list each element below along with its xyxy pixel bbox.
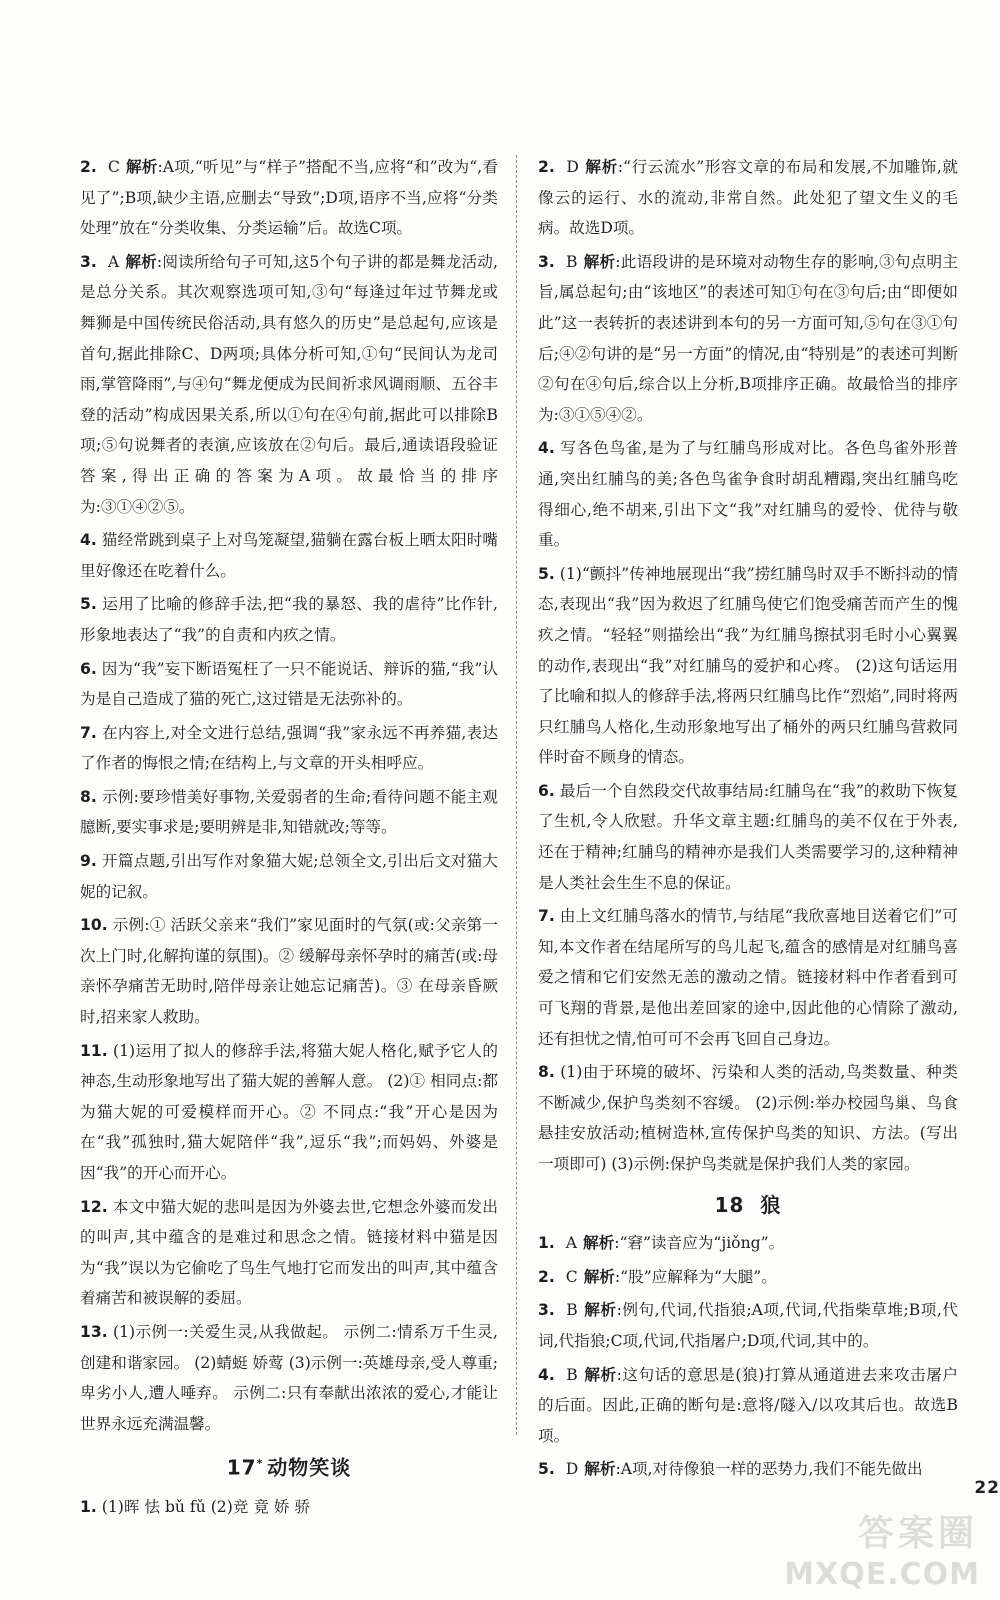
item-number: 6.: [80, 659, 97, 678]
answer-item: [538, 1057, 958, 1179]
item-number: 7.: [80, 723, 97, 742]
item-answer: C: [565, 1267, 578, 1286]
item-number: 8.: [80, 787, 97, 806]
item-answer: B: [566, 1365, 578, 1384]
item-number: 2.: [538, 1267, 555, 1286]
item-number: 3.: [538, 1301, 555, 1320]
item-answer: B: [566, 1301, 578, 1320]
answer-item: [538, 247, 958, 431]
item-text: 运用了比喻的修辞手法,把“我的暴怒、我的虐待”比作针,形象地表达了“我”的自责和内疚之情。: [80, 595, 499, 644]
item-text: :A项,对待像狼一样的恶势力,我们不能先做出: [615, 1460, 923, 1479]
answer-item: [538, 1360, 958, 1452]
item-answer: B: [565, 252, 578, 271]
column-divider: [516, 155, 517, 1435]
item-text: 在内容上,对全文进行总结,强调“我”家永远不再养猫,表达了作者的悔恨之情;在结构上,与文章的开头相呼应。: [80, 723, 498, 773]
item-keyword: 解析: [125, 158, 158, 176]
answer-item: [80, 525, 498, 586]
right-tail-list: [538, 1228, 958, 1485]
answer-item: [80, 654, 498, 715]
item-text: 由上文红脯鸟落水的情节,与结尾“我欣喜地目送着它们”可知,本文作者在结尾所写的鸟儿起飞,蕴含的感情是对红脯鸟喜爱之情和它们安然无恙的激动之情。链接材料中作者看到可可飞翔的背景,是他出差回家的途中,因此他的心情除了激动,还有担忧之情,怕可可不会再飞回自己身边。: [538, 907, 958, 1048]
item-text: :阅读所给句子可知,这5个句子讲的都是舞龙活动,是总分关系。其次观察选项可知,③句“每逢过年过节舞龙或舞狮是中国传统民俗活动,具有悠久的历史”是总起句,应该是首句,据此排除C、D两项;具体分析可知,①句“民间认为龙司雨,掌管降雨”,与④句“舞龙便成为民间祈求风调雨顺、五谷丰登的活动”构成因果关系,所以①句在④句前,据此可以排除B项;⑤句说舞者的表演,应该放在②句后。最后,通读语段验证答案,得出正确的答案为A项。故最恰当的排序为:③①④②⑤。: [80, 252, 498, 516]
answer-item: [80, 846, 498, 907]
item-text: 开篇点题,引出写作对象猫大妮;总领全文,引出后文对猫大妮的记叙。: [80, 852, 498, 901]
item-text: 示例:要珍惜美好事物,关爱弱者的生命;看待问题不能主观臆断,要实事求是;要明辨是非,知错就改;等等。: [80, 787, 498, 837]
item-number: 2.: [80, 158, 97, 176]
answer-item: [80, 1492, 498, 1523]
watermark-logo: 答案圈: [857, 1513, 978, 1554]
item-number: 3.: [80, 252, 97, 271]
item-number: 4.: [538, 439, 555, 458]
item-number: 6.: [538, 781, 555, 800]
item-number: 10.: [80, 916, 108, 935]
answer-item: [80, 247, 498, 522]
answer-item: [80, 589, 498, 650]
answer-item: [538, 1262, 958, 1293]
item-answer: D: [566, 158, 579, 176]
section-title-18: [538, 1190, 958, 1221]
item-keyword: 解析: [584, 158, 618, 176]
item-text: 本文中猫大妮的悲叫是因为外婆去世,它想念外婆而发出的叫声,其中蕴含的是难过和思念之情。链接材料中猫是因为“我”误以为它偷吃了鸟生气地打它而发出的叫声,其中蕴含着痛苦和被误解的委屈。: [80, 1197, 498, 1308]
item-text: (1)运用了拟人的修辞手法,将猫大妮人格化,赋予它人的神态,生动形象地写出了猫大妮的善解人意。 (2)① 相同点:都为猫大妮的可爱模样而开心。② 不同点:“我”开心是因为在“我”孤独时,猫大妮陪伴“我”,逗乐“我”;而妈妈、外婆是因“我”的开心而开心。: [80, 1041, 498, 1182]
left-tail-list: [80, 1492, 498, 1523]
item-text: :例句,代词,代指狼;A项,代词,代指柴草堆;B项,代词,代指狼;C项,代词,代指屠户;D项,代词,其中的。: [538, 1301, 958, 1350]
section-name: 狼: [760, 1192, 782, 1217]
item-keyword: 解析: [583, 1234, 615, 1253]
answer-item: [538, 433, 958, 555]
page-number: 22: [974, 1478, 1000, 1498]
item-number: 1.: [538, 1234, 555, 1253]
section-mark: *: [256, 1457, 264, 1471]
item-keyword: 解析: [584, 1460, 616, 1479]
item-text: 最后一个自然段交代故事结局:红脯鸟在“我”的救助下恢复了生机,令人欣慰。升华文章主题:红脯鸟的美不仅在于外表,还在于精神;红脯鸟的精神亦是我们人类需要学习的,这种精神是人类社会生生不息的保证。: [538, 781, 958, 892]
item-number: 12.: [80, 1197, 108, 1216]
item-text: (1)由于环境的破坏、污染和人类的活动,鸟类数量、种类不断减少,保护鸟类刻不容缓。 (2)示例:举办校园鸟巢、鸟食悬挂安放活动;植树造林,宣传保护鸟类的知识、方法。(写出一项即可) (3)示例:保护鸟类就是保护我们人类的家园。: [538, 1063, 958, 1173]
item-text: :此语段讲的是环境对动物生存的影响,③句点明主旨,属总起句;由“该地区”的表述可知①句在③句后;由“即便如此”这一表转折的表述讲到本句的另一方面可知,⑤句在③①句后;④②句讲的是“另一方面”的情况,由“特别是”的表述可判断②句在④句后,综合以上分析,B项排序正确。故最恰当的排序为:③①⑤④②。: [538, 252, 958, 424]
item-number: 13.: [80, 1322, 108, 1341]
item-text: :这句话的意思是(狼)打算从通道进去来攻击屠户的后面。因此,正确的断句是:意将/隧入/以攻其后也。故选B项。: [538, 1365, 958, 1445]
item-answer: C: [107, 158, 120, 176]
answer-item: [80, 718, 498, 779]
section-number: 17: [226, 1456, 257, 1480]
item-keyword: 解析: [583, 1267, 615, 1286]
item-answer: A: [107, 252, 120, 271]
item-number: 8.: [538, 1063, 555, 1082]
item-text: 因为“我”妄下断语冤枉了一只不能说话、辩诉的猫,“我”认为是自己造成了猫的死亡,这过错是无法弥补的。: [80, 659, 498, 709]
item-number: 1.: [80, 1497, 97, 1516]
answer-item: [80, 152, 498, 244]
right-column: [538, 152, 958, 1488]
item-text: :“行云流水”形容文章的布局和发展,不加雕饰,就像云的运行、水的流动,非常自然。此处犯了望文生义的毛病。故选D项。: [538, 158, 958, 238]
item-answer: A: [565, 1234, 578, 1253]
item-answer: D: [565, 1460, 579, 1479]
answer-item: [538, 1295, 958, 1356]
section-number: 18: [714, 1192, 745, 1217]
answer-item: [80, 782, 498, 843]
item-number: 9.: [80, 852, 97, 871]
section-name: 动物笑谈: [267, 1456, 352, 1480]
item-number: 3.: [538, 252, 555, 271]
item-number: 7.: [538, 907, 555, 926]
answer-item: [538, 776, 958, 898]
answer-item: [538, 152, 958, 244]
item-keyword: 解析: [125, 252, 157, 271]
item-number: 2.: [538, 158, 555, 176]
item-text: 写各色鸟雀,是为了与红脯鸟形成对比。各色鸟雀外形普通,突出红脯鸟的美;各色鸟雀争食时胡乱糟蹋,突出红脯鸟吃得细心,绝不胡来,引出下文“我”对红脯鸟的爱怜、优待与敬重。: [538, 439, 958, 550]
answer-item: [538, 1228, 958, 1259]
answer-item: [538, 901, 958, 1054]
answer-item: [80, 910, 498, 1032]
item-text: :“股”应解释为“大腿”。: [614, 1267, 777, 1286]
item-text: (1)“颤抖”传神地展现出“我”捞红脯鸟时双手不断抖动的情态,表现出“我”因为救迟了红脯鸟使它们饱受痛苦而产生的愧疚之情。“轻轻”则描绘出“我”为红脯鸟擦拭羽毛时小心翼翼的动作,表现出“我”对红脯鸟的爱护和心疼。 (2)这句话运用了比喻和拟人的修辞手法,将两只红脯鸟比作“烈焰”,同时将两只红脯鸟人格化,生动形象地写出了桶外的两只红脯鸟营救同伴时奋不顾身的情态。: [538, 564, 958, 767]
item-number: 11.: [80, 1041, 108, 1060]
section-title-17: [80, 1449, 498, 1483]
item-number: 5.: [80, 595, 97, 614]
item-text: 猫经常跳到桌子上对鸟笼凝望,猫躺在露台板上晒太阳时嘴里好像还在吃着什么。: [80, 531, 498, 580]
answer-item: [538, 559, 958, 773]
answer-item: [80, 1317, 498, 1439]
item-text: 示例:① 活跃父亲来“我们”家见面时的气氛(或:父亲第一次上门时,化解拘谨的氛围)。② 缓解母亲怀孕时的痛苦(或:母亲怀孕痛苦无助时,陪伴母亲让她忘记痛苦)。③ 在母亲昏厥时,招来家人救助。: [80, 916, 498, 1027]
item-text: :“窘”读音应为“jiǒng”。: [614, 1234, 785, 1253]
item-keyword: 解析: [583, 1301, 617, 1320]
item-number: 4.: [80, 531, 97, 550]
left-column: [80, 152, 498, 1525]
item-keyword: 解析: [583, 252, 616, 271]
answer-item: [80, 1192, 498, 1314]
answer-item: [538, 1454, 958, 1485]
item-number: 4.: [538, 1365, 555, 1384]
right-answer-list: [538, 152, 958, 1180]
item-text: :A项,“听见”与“样子”搭配不当,应将“和”改为“,看见了”;B项,缺少主语,应删去“导致”;D项,语序不当,应将“分类处理”放在“分类收集、分类运输”后。故选C项。: [80, 158, 498, 238]
item-number: 5.: [538, 1460, 555, 1479]
watermark-url: MXQE.COM: [784, 1557, 980, 1592]
item-text: (1)晖 怯 bǔ fǔ (2)竞 竟 娇 骄: [101, 1497, 311, 1516]
answer-item: [80, 1036, 498, 1189]
item-keyword: 解析: [583, 1365, 617, 1384]
item-number: 5.: [538, 564, 555, 583]
item-text: (1)示例一:关爱生灵,从我做起。 示例二:情系万千生灵,创建和谐家园。 (2)蜻蜓 娇莺 (3)示例一:英雄母亲,受人尊重;卑劣小人,遭人唾弃。 示例二:只有奉献出浓浓的爱心,才能让世界永远充满温馨。: [80, 1322, 499, 1433]
left-answer-list: [80, 152, 498, 1439]
